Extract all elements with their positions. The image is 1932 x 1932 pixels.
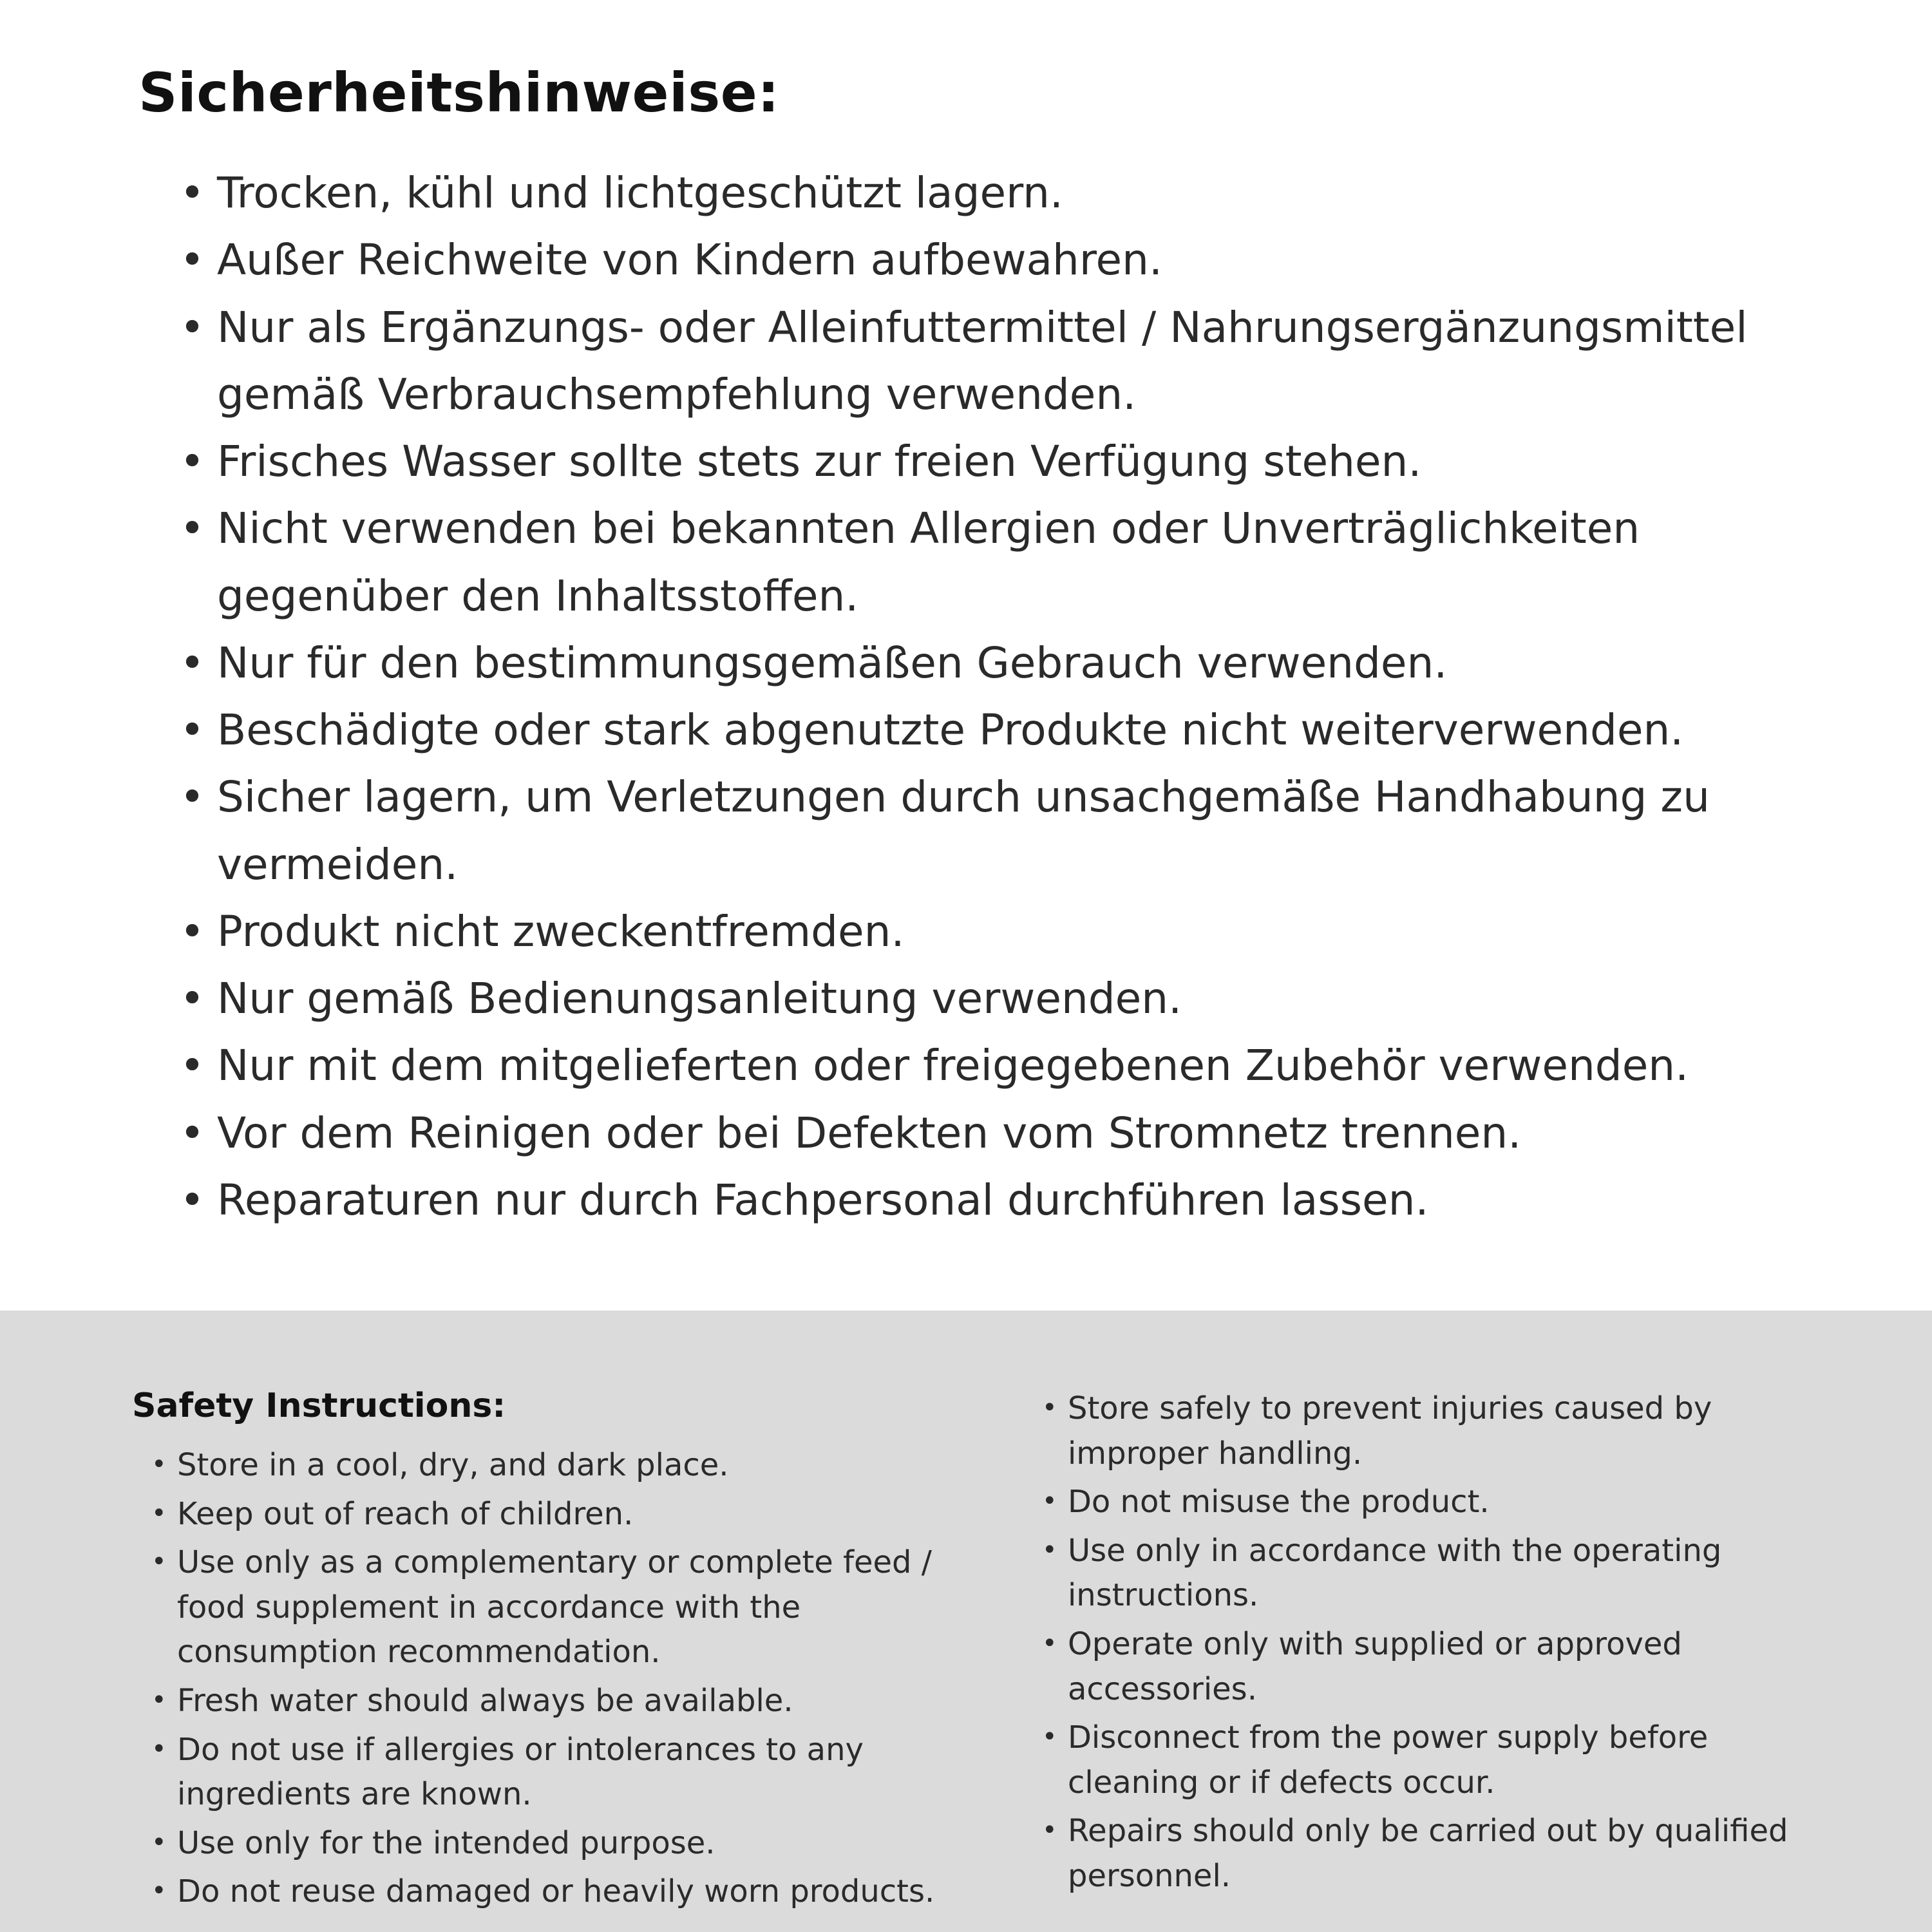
list-item: • Do not reuse damaged or heavily worn products. [147, 1870, 961, 1915]
list-item: • Use only in accordance with the operating instructions. [1038, 1529, 1829, 1618]
list-item: • Repairs should only be carried out by qualified personnel. [1038, 1809, 1829, 1899]
german-section-title: Sicherheitshinweise: [138, 61, 780, 124]
english-left-bullet-list [132, 1443, 961, 1915]
list-item: • Nicht verwenden bei bekannten Allergien oder Unverträglichkeiten gegenüber den Inhaltsstoffen. [177, 495, 1816, 630]
german-bullet-list [138, 160, 1816, 1234]
list-item: • Sicher lagern, um Verletzungen durch unsachgemäße Handhabung zu vermeiden. [177, 764, 1816, 898]
list-item: • Reparaturen nur durch Fachpersonal durchführen lassen. [177, 1167, 1816, 1234]
list-item: • Operate only with supplied or approved accessories. [1038, 1622, 1829, 1712]
list-item: • Nur für den bestimmungsgemäßen Gebrauch verwenden. [177, 630, 1816, 697]
list-item: • Store safely to prevent injuries caused by improper handling. [1038, 1387, 1829, 1476]
list-item: • Use only for the intended purpose. [147, 1821, 961, 1866]
list-item: • Beschädigte oder stark abgenutzte Produkte nicht weiterverwenden. [177, 697, 1816, 764]
english-right-column [1038, 1387, 1829, 1932]
list-item: • Frisches Wasser sollte stets zur freien Verfügung stehen. [177, 428, 1816, 495]
english-safety-section [0, 1311, 1932, 1932]
list-item: • Do not misuse the product. [1038, 1480, 1829, 1525]
list-item: • Store in a cool, dry, and dark place. [147, 1443, 961, 1488]
list-item: • Fresh water should always be available. [147, 1679, 961, 1724]
list-item: • Nur mit dem mitgelieferten oder freigegebenen Zubehör verwenden. [177, 1032, 1816, 1099]
list-item: • Außer Reichweite von Kindern aufbewahren. [177, 227, 1816, 294]
english-left-column [132, 1387, 961, 1932]
list-item: • Produkt nicht zweckentfremden. [177, 898, 1816, 965]
english-right-bullet-list [1038, 1387, 1829, 1899]
list-item: • Trocken, kühl und lichtgeschützt lagern. [177, 160, 1816, 227]
list-item: • Nur gemäß Bedienungsanleitung verwenden. [177, 965, 1816, 1032]
list-item: • Keep out of reach of children. [147, 1492, 961, 1537]
list-item: • Use only as a complementary or complete feed / food supplement in accordance with the consumption recommendation. [147, 1540, 961, 1675]
list-item: • Do not use if allergies or intolerances to any ingredients are known. [147, 1728, 961, 1817]
list-item: • Disconnect from the power supply before cleaning or if defects occur. [1038, 1716, 1829, 1805]
list-item: • Vor dem Reinigen oder bei Defekten vom Stromnetz trennen. [177, 1100, 1816, 1167]
list-item: • Nur als Ergänzungs- oder Alleinfuttermittel / Nahrungsergänzungsmittel gemäß Verbrauchsempfehlung verwenden. [177, 294, 1816, 429]
english-section-title: Safety Instructions: [132, 1387, 506, 1425]
